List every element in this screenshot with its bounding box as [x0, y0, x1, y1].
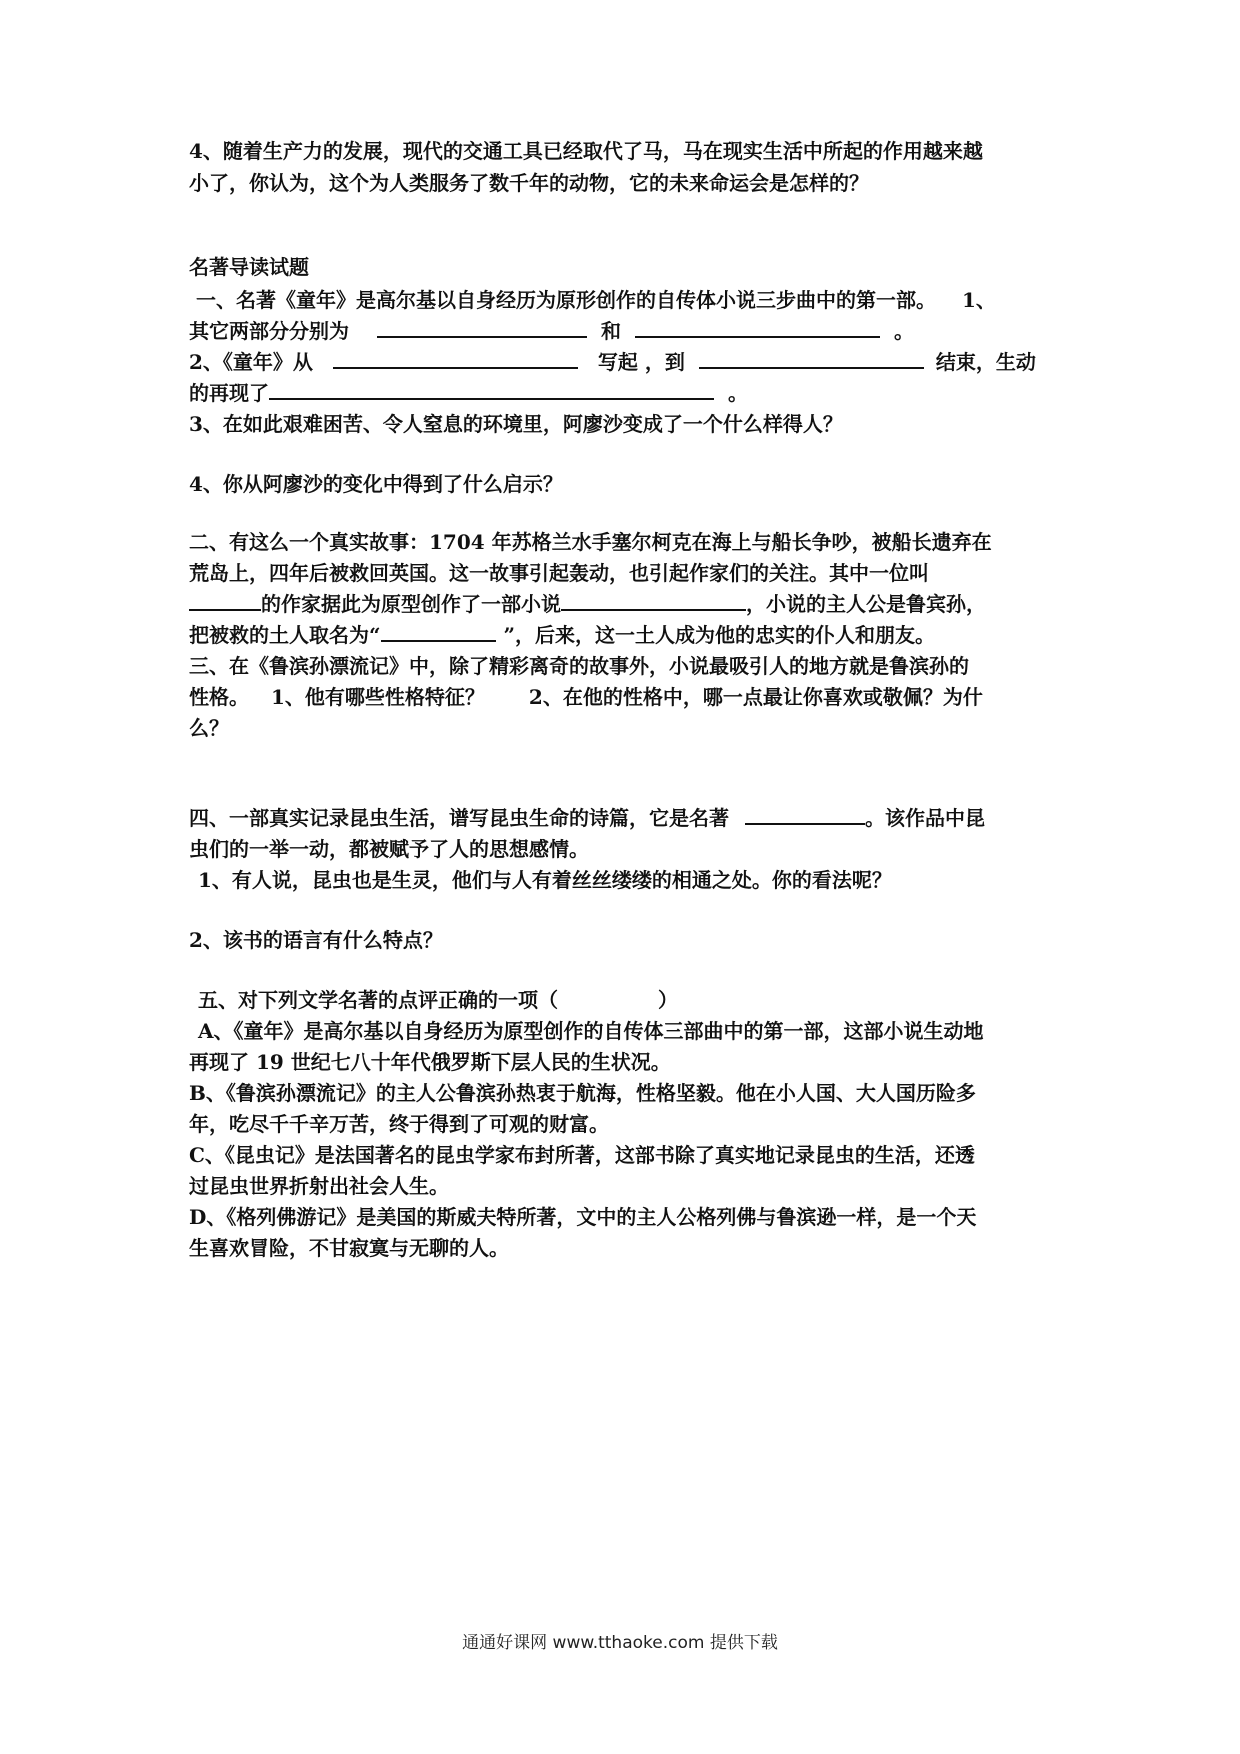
s2-line-4 [189, 620, 1059, 650]
s5-title [198, 985, 1068, 1015]
option-b-line-1: B、《鲁滨孙漂流记》的主人公鲁滨孙热衷于航海，性格坚毅。他在小人国、大人国历险多 [189, 1081, 976, 1105]
answer-blank[interactable] [635, 318, 880, 338]
s4-line-2: 虫们的一举一动，都被赋予了人的思想感情。 [189, 837, 589, 861]
section-heading: 名著导读试题 [189, 255, 309, 279]
s1-line-4 [189, 378, 1059, 408]
answer-blank[interactable] [699, 349, 924, 369]
s3-line-2 [189, 682, 1059, 712]
option-d-line-2: 生喜欢冒险，不甘寂寞与无聊的人。 [189, 1236, 509, 1260]
s4-question-1: 1、有人说，昆虫也是生灵，他们与人有着丝丝缕缕的相通之处。你的看法呢？ [198, 868, 892, 892]
s1-line-4-a: 的再现了 [189, 381, 269, 405]
s3-line-2-b: 1、他有哪些性格特征？ [271, 685, 485, 709]
answer-blank[interactable] [381, 622, 496, 642]
s4-line-1-a: 四、一部真实记录昆虫生活，谱写昆虫生命的诗篇，它是名著 [189, 806, 729, 830]
s2-line-1: 二、有这么一个真实故事：1704 年苏格兰水手塞尔柯克在海上与船长争吵，被船长遗弃在 [189, 530, 992, 554]
s2-line-3 [189, 589, 1059, 619]
s1-line-3-b: 写起 ，到 [597, 350, 685, 374]
s1-line-2-b: 和 [601, 319, 621, 343]
answer-blank[interactable] [333, 349, 578, 369]
s4-line-1 [189, 803, 1059, 833]
s1-line-4-b: 。 [728, 381, 748, 405]
s2-line-3-a: 的作家据此为原型创作了一部小说 [261, 592, 561, 616]
s1-line-1-tail: 1、 [962, 288, 996, 312]
s5-title-a: 五、对下列文学名著的点评正确的一项（ [198, 988, 558, 1012]
s1-question-3: 3、在如此艰难困苦、令人窒息的环境里，阿廖沙变成了一个什么样得人？ [189, 412, 843, 436]
footer-credit: 通通好课网 www.tthaoke.com 提供下载 [462, 1633, 778, 1653]
option-d-line-1: D、《格列佛游记》是美国的斯威夫特所著，文中的主人公格列佛与鲁滨逊一样，是一个天 [189, 1205, 977, 1229]
answer-blank[interactable] [745, 805, 865, 825]
s4-question-2: 2、该书的语言有什么特点？ [189, 928, 443, 952]
s2-line-2: 荒岛上，四年后被救回英国。这一故事引起轰动，也引起作家们的关注。其中一位叫 [189, 561, 929, 585]
answer-blank[interactable] [269, 380, 714, 400]
s3-line-3: 么？ [189, 716, 229, 740]
question-4-line-1: 4、随着生产力的发展，现代的交通工具已经取代了马，马在现实生活中所起的作用越来越 [189, 139, 983, 163]
answer-blank[interactable] [377, 318, 587, 338]
s2-line-3-b: ，小说的主人公是鲁宾孙， [746, 592, 986, 616]
s1-line-2-c: 。 [894, 319, 914, 343]
s1-line-2 [189, 316, 1059, 346]
s1-line-3-c: 结束，生动 [935, 350, 1036, 374]
option-c-line-2: 过昆虫世界折射出社会人生。 [189, 1174, 449, 1198]
answer-blank[interactable] [189, 591, 261, 611]
s1-line-1-text: 一、名著《童年》是高尔基以自身经历为原形创作的自传体小说三步曲中的第一部。 [196, 288, 936, 312]
s5-title-b: ） [658, 988, 678, 1012]
answer-blank[interactable] [561, 591, 746, 611]
s4-line-1-b: 。该作品中昆 [865, 806, 985, 830]
s1-line-2-a: 其它两部分分别为 [189, 319, 349, 343]
s2-line-4-a: 把被救的土人取名为“ [189, 623, 381, 647]
s2-line-4-b: ”，后来，这一土人成为他的忠实的仆人和朋友。 [503, 623, 936, 647]
s3-line-2-c: 2、在他的性格中，哪一点最让你喜欢或敬佩？为什 [528, 685, 983, 709]
option-a-line-2: 再现了 19 世纪七八十年代俄罗斯下层人民的生状况。 [189, 1050, 671, 1074]
s1-line-3-a: 2、《童年》从 [189, 350, 313, 374]
s1-line-3 [189, 347, 1059, 377]
option-b-line-2: 年，吃尽千千辛万苦，终于得到了可观的财富。 [189, 1112, 609, 1136]
option-a-line-1: A、《童年》是高尔基以自身经历为原型创作的自传体三部曲中的第一部，这部小说生动地 [198, 1019, 984, 1043]
s3-line-1: 三、在《鲁滨孙漂流记》中，除了精彩离奇的故事外，小说最吸引人的地方就是鲁滨孙的 [189, 654, 969, 678]
question-4-line-2: 小了，你认为，这个为人类服务了数千年的动物，它的未来命运会是怎样的？ [189, 171, 869, 195]
s1-question-4: 4、你从阿廖沙的变化中得到了什么启示？ [189, 472, 563, 496]
s1-line-1 [196, 285, 1066, 315]
option-c-line-1: C、《昆虫记》是法国著名的昆虫学家布封所著，这部书除了真实地记录昆虫的生活，还透 [189, 1143, 975, 1167]
s3-line-2-a: 性格。 [189, 685, 249, 709]
